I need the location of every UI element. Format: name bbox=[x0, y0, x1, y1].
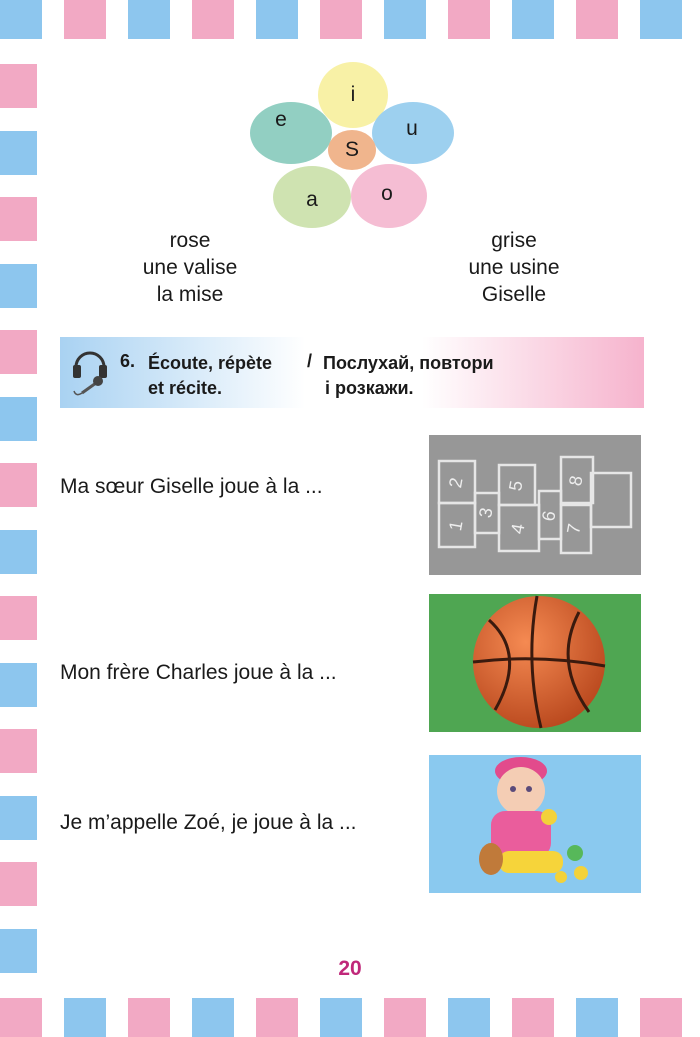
border-square bbox=[576, 0, 618, 39]
instruction-french: Écoute, répète et récite. bbox=[148, 353, 273, 398]
border-square bbox=[128, 0, 170, 39]
border-square bbox=[0, 330, 37, 374]
petal-right: u bbox=[372, 102, 454, 164]
border-square bbox=[448, 998, 490, 1037]
border-square bbox=[64, 0, 106, 39]
word-right-2: une usine bbox=[468, 256, 560, 279]
sentence-1: Ma sœur Giselle joue à la ... bbox=[60, 475, 323, 498]
border-square bbox=[0, 663, 37, 707]
flower-center: S bbox=[328, 130, 376, 170]
border-square bbox=[0, 530, 37, 574]
hopscotch-number: 5 bbox=[505, 479, 527, 493]
hopscotch-number: 7 bbox=[563, 522, 585, 536]
border-square bbox=[512, 998, 554, 1037]
page-number: 20 bbox=[338, 957, 362, 980]
border-square bbox=[256, 998, 298, 1037]
word-right-3: Giselle bbox=[481, 283, 547, 306]
doll-picture bbox=[429, 755, 641, 893]
border-square bbox=[0, 0, 42, 39]
word-left-2: une valise bbox=[142, 256, 238, 279]
vowel-flower bbox=[248, 62, 458, 232]
border-square bbox=[384, 0, 426, 39]
border-square bbox=[640, 0, 682, 39]
border-square bbox=[0, 796, 37, 840]
border-square bbox=[0, 463, 37, 507]
petal-left: e bbox=[250, 102, 332, 164]
border-square bbox=[192, 0, 234, 39]
border-square bbox=[640, 998, 682, 1037]
border-square bbox=[0, 397, 37, 441]
exercise-number: 6. bbox=[120, 351, 136, 371]
word-left-1: rose bbox=[169, 229, 211, 252]
border-square bbox=[0, 64, 37, 108]
border-square bbox=[192, 998, 234, 1037]
hopscotch-number: 3 bbox=[475, 506, 497, 520]
petal-top: i bbox=[318, 62, 388, 128]
border-square bbox=[0, 197, 37, 241]
hopscotch-number: 6 bbox=[538, 509, 560, 523]
border-square bbox=[256, 0, 298, 39]
hopscotch-picture bbox=[429, 435, 641, 575]
border-square bbox=[0, 131, 37, 175]
language-separator: / bbox=[307, 351, 313, 371]
petal-bottom-right: o bbox=[351, 164, 427, 228]
border-square bbox=[576, 998, 618, 1037]
border-square bbox=[320, 998, 362, 1037]
exercise-banner bbox=[60, 337, 644, 408]
border-square bbox=[0, 596, 37, 640]
hopscotch-number: 2 bbox=[445, 476, 467, 490]
border-square bbox=[64, 998, 106, 1037]
border-square bbox=[0, 998, 42, 1037]
sentence-2: Mon frère Charles joue à la ... bbox=[60, 661, 337, 684]
border-square bbox=[128, 998, 170, 1037]
word-left-3: la mise bbox=[156, 283, 224, 306]
instruction-ukrainian: Послухай, повтори і розкажи. bbox=[323, 353, 494, 398]
border-square bbox=[448, 0, 490, 39]
hopscotch-number: 8 bbox=[565, 474, 587, 488]
hopscotch-number: 1 bbox=[445, 519, 467, 533]
border-square bbox=[320, 0, 362, 39]
petal-bottom-left: a bbox=[273, 166, 351, 228]
headphones-microphone-icon bbox=[70, 345, 110, 401]
hopscotch-number: 4 bbox=[507, 522, 529, 536]
word-right-1: grise bbox=[491, 229, 537, 252]
border-square bbox=[0, 862, 37, 906]
border-square bbox=[0, 264, 37, 308]
border-square bbox=[0, 729, 37, 773]
basketball-picture bbox=[429, 594, 641, 732]
border-square bbox=[512, 0, 554, 39]
sentence-3: Je m’appelle Zoé, je joue à la ... bbox=[60, 811, 357, 834]
border-square bbox=[384, 998, 426, 1037]
